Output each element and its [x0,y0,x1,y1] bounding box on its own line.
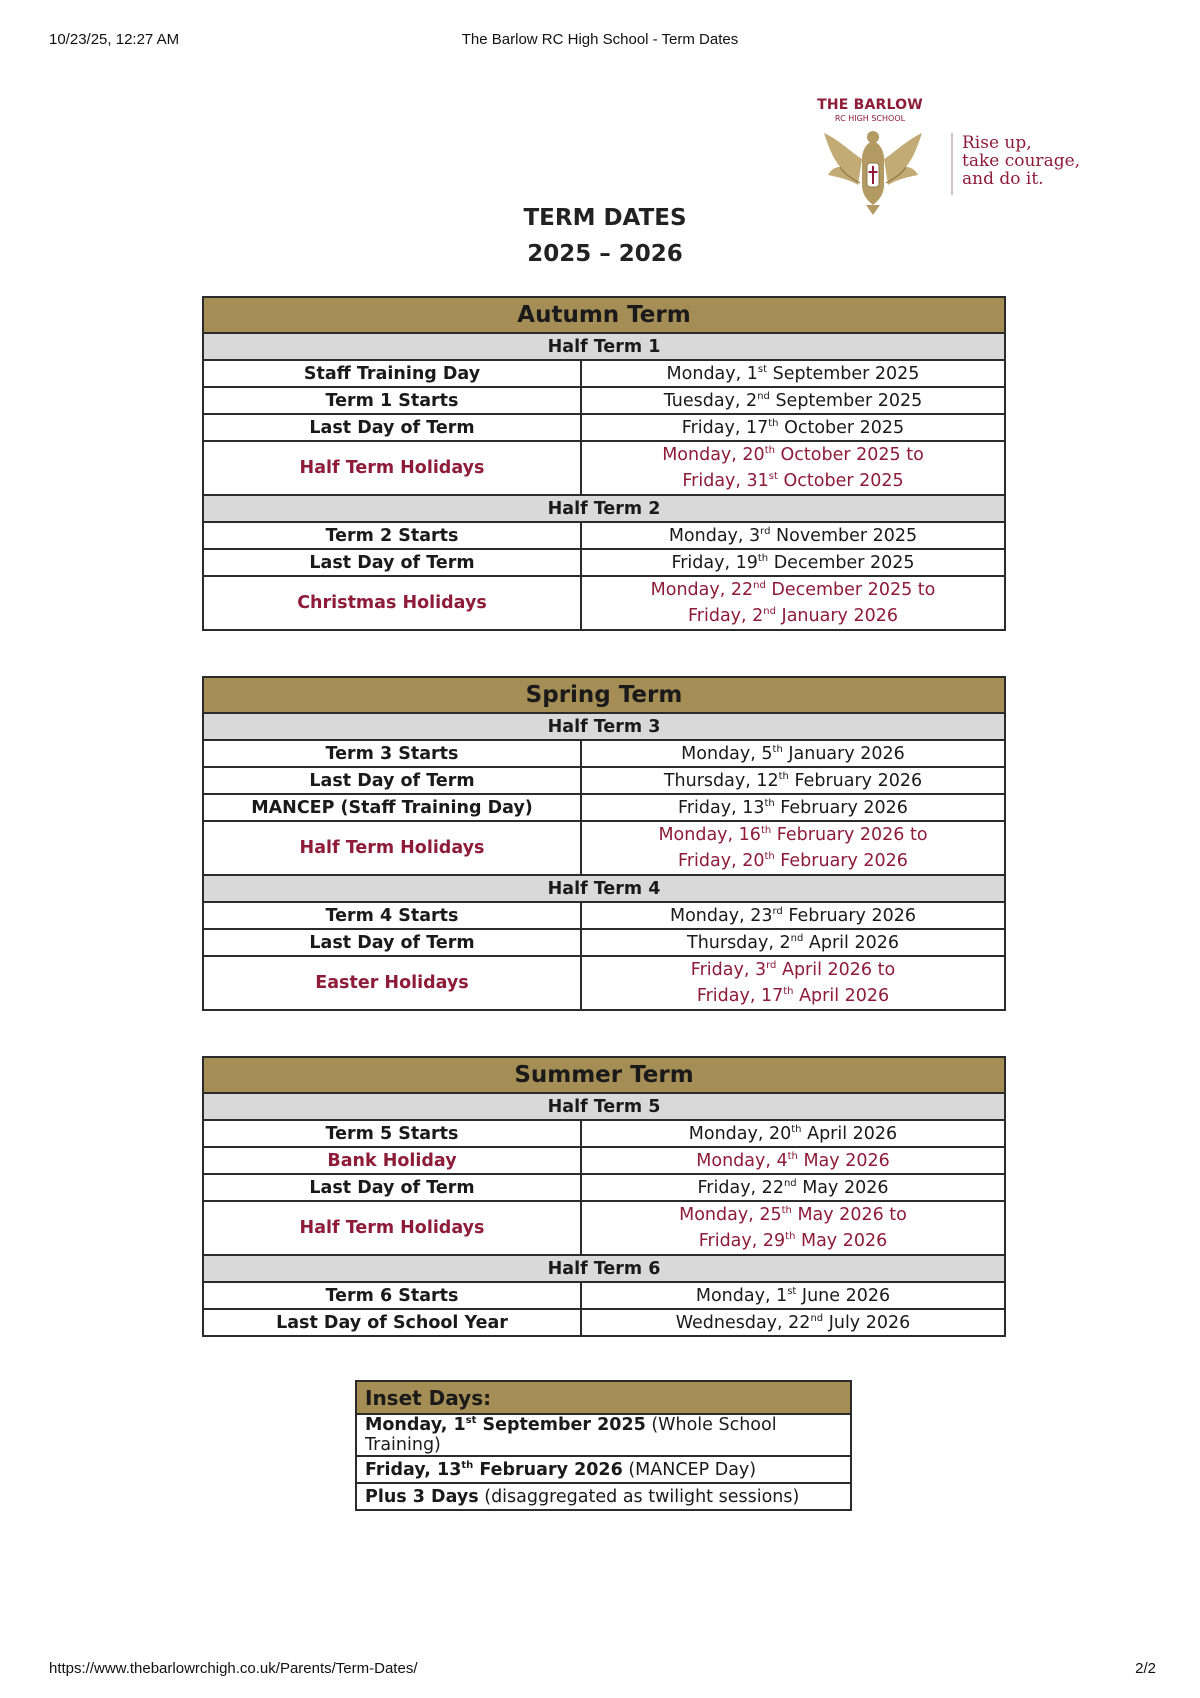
date-text: Tuesday, 2 [663,390,758,411]
date-text: December 2025 to [765,580,936,600]
row-date [581,1120,1005,1147]
date-text: May 2026 [796,1177,889,1198]
table-row [203,929,1005,956]
half-term-heading: Half Term 6 [203,1255,1005,1282]
date-text: Monday, 20 [688,1123,792,1144]
date-ordinal: nd [783,1177,797,1189]
inset-date: Friday, 13 [365,1459,462,1480]
date-text: Friday, 31 [682,471,769,491]
date-text: February 2026 [788,770,923,791]
date-text: Friday, 19 [671,552,758,573]
date-text: Friday, 29 [698,1231,786,1251]
date-text: Monday, 16 [658,825,761,845]
logo-school-name: THE BARLOW [817,97,923,113]
row-label: Christmas Holidays [203,576,581,630]
date-ordinal: nd [763,606,776,618]
date-text: Friday, 3 [690,960,767,980]
row-label: Half Term Holidays [203,441,581,495]
date-text: Friday, 2 [687,606,764,626]
date-ordinal: st [768,471,778,483]
inset-row-text [356,1483,851,1510]
term-table [202,676,1006,1011]
row-label: Last Day of Term [203,414,581,441]
date-text: Friday, 13 [678,797,765,818]
row-date [581,1282,1005,1309]
table-row [203,740,1005,767]
row-label: Last Day of Term [203,1174,581,1201]
row-date [581,929,1005,956]
print-footer [0,1660,1200,1680]
table-row [203,821,1005,875]
inset-date: Monday, 1 [365,1415,466,1435]
motto-line: and do it. [962,169,1044,189]
row-date [581,740,1005,767]
inset-ordinal: st [465,1415,477,1427]
row-label: Term 6 Starts [203,1282,581,1309]
table-row [203,549,1005,576]
date-text: April 2026 [803,932,899,953]
row-date [581,522,1005,549]
print-header [0,31,1200,51]
half-term-heading: Half Term 4 [203,875,1005,902]
row-label: Term 5 Starts [203,1120,581,1147]
table-row [203,794,1005,821]
school-logo [810,97,1090,227]
motto-line: Rise up, [962,133,1032,153]
date-ordinal: th [764,797,775,809]
date-text: April 2026 [801,1123,898,1144]
row-date [581,387,1005,414]
date-text: October 2025 [778,417,905,438]
date-text: Monday, 1 [666,363,758,384]
row-label: Term 1 Starts [203,387,581,414]
date-ordinal: th [781,1205,792,1217]
row-date [581,767,1005,794]
table-row [203,1282,1005,1309]
date-text: May 2026 to [791,1205,907,1225]
date-text: Friday, 17 [696,986,784,1006]
inset-date: September 2025 [476,1415,646,1435]
date-text: Monday, 23 [670,905,773,926]
table-row [203,360,1005,387]
date-text: Friday, 20 [678,851,765,871]
date-ordinal: rd [760,525,771,537]
table-row [203,441,1005,495]
date-ordinal: th [764,851,775,863]
print-page-title: The Barlow RC High School - Term Dates [461,31,739,48]
date-text: February 2026 [774,797,908,818]
row-date [581,794,1005,821]
table-row [203,1147,1005,1174]
date-ordinal: th [760,825,772,837]
date-ordinal: th [768,417,779,429]
date-text: Monday, 22 [650,580,754,600]
row-date [581,1147,1005,1174]
row-label: Term 4 Starts [203,902,581,929]
inset-row-text [356,1414,851,1456]
date-ordinal: th [783,986,794,998]
date-ordinal: nd [753,580,766,592]
inset-note: (Whole School Training) [365,1415,777,1455]
row-label: Half Term Holidays [203,1201,581,1255]
table-row [203,522,1005,549]
table-row [203,387,1005,414]
date-text: September 2025 [767,363,920,384]
date-text: Monday, 5 [681,743,773,764]
date-text: January 2026 [782,743,905,764]
date-ordinal: th [787,1150,798,1162]
row-date [581,956,1005,1010]
row-date [581,1201,1005,1255]
date-text: October 2025 [777,471,904,491]
row-label: Last Day of Term [203,549,581,576]
row-label: Easter Holidays [203,956,581,1010]
motto-line: take courage, [962,151,1081,171]
date-text: Thursday, 2 [687,932,791,953]
date-ordinal: nd [757,390,770,402]
date-text: Monday, 25 [679,1205,782,1225]
document-title: TERM DATES [523,205,687,231]
date-text: Monday, 3 [668,525,761,546]
date-text: Monday, 1 [695,1285,788,1306]
table-row [203,1120,1005,1147]
logo-divider [951,133,953,195]
eagle-crest-icon [818,123,928,228]
date-text: February 2026 [782,905,916,926]
date-text: Friday, 17 [681,417,769,438]
term-heading: Autumn Term [203,297,1005,333]
date-text: September 2025 [769,390,923,411]
half-term-heading: Half Term 5 [203,1093,1005,1120]
date-text: April 2026 [793,986,890,1006]
date-text: Thursday, 12 [663,770,779,791]
date-text: June 2026 [796,1285,891,1306]
date-text: May 2026 [797,1150,890,1171]
date-ordinal: st [787,1285,797,1297]
logo-motto [962,134,1092,188]
inset-ordinal: th [461,1459,474,1471]
date-text: December 2025 [768,552,915,573]
row-date [581,1174,1005,1201]
row-date [581,576,1005,630]
row-date [581,902,1005,929]
date-text: April 2026 to [776,960,896,980]
row-label: Last Day of School Year [203,1309,581,1336]
row-date [581,549,1005,576]
date-text: February 2026 to [771,825,928,845]
inset-row [356,1456,851,1483]
date-ordinal: th [785,1231,796,1243]
row-date [581,360,1005,387]
date-text: November 2025 [770,525,918,546]
date-text: Wednesday, 22 [675,1312,811,1333]
row-label: Term 3 Starts [203,740,581,767]
row-date [581,414,1005,441]
inset-days-table [355,1380,852,1511]
table-row [203,576,1005,630]
row-date [581,1309,1005,1336]
inset-date: February 2026 [473,1459,623,1480]
print-datetime: 10/23/25, 12:27 AM [49,31,180,48]
inset-date: Plus 3 Days [365,1486,479,1507]
row-label: Term 2 Starts [203,522,581,549]
half-term-heading: Half Term 3 [203,713,1005,740]
print-page-number: 2/2 [1135,1660,1156,1677]
logo-school-subtitle: RC HIGH SCHOOL [834,114,906,123]
table-row [203,414,1005,441]
row-label: Half Term Holidays [203,821,581,875]
inset-row [356,1414,851,1456]
date-text: Monday, 4 [696,1150,788,1171]
inset-note: (MANCEP Day) [622,1459,757,1480]
date-ordinal: th [778,770,789,782]
date-ordinal: th [772,743,783,755]
date-text: January 2026 [775,606,898,626]
term-heading: Summer Term [203,1057,1005,1093]
table-row [203,956,1005,1010]
inset-note: (disaggregated as twilight sessions) [478,1486,800,1507]
date-text: February 2026 [774,851,908,871]
table-row [203,767,1005,794]
row-label: Bank Holiday [203,1147,581,1174]
row-date [581,821,1005,875]
date-ordinal: rd [772,905,783,917]
print-url: https://www.thebarlowrchigh.co.uk/Parents/Term-Dates/ [49,1660,418,1677]
row-label: Staff Training Day [203,360,581,387]
date-text: July 2026 [823,1312,911,1333]
inset-row-text [356,1456,851,1483]
row-label: Last Day of Term [203,929,581,956]
date-text: May 2026 [795,1231,888,1251]
date-ordinal: nd [810,1312,824,1324]
document-year: 2025 – 2026 [527,241,683,267]
row-label: MANCEP (Staff Training Day) [203,794,581,821]
half-term-heading: Half Term 2 [203,495,1005,522]
date-ordinal: nd [790,932,804,944]
date-text: Friday, 22 [697,1177,784,1198]
term-table [202,296,1006,631]
date-text: Monday, 20 [662,445,765,465]
term-table [202,1056,1006,1337]
table-row [203,1174,1005,1201]
half-term-heading: Half Term 1 [203,333,1005,360]
date-ordinal: th [757,552,769,564]
row-date [581,441,1005,495]
date-ordinal: st [757,363,768,375]
date-text: October 2025 to [774,445,924,465]
date-ordinal: th [791,1123,802,1135]
table-row [203,902,1005,929]
inset-row [356,1483,851,1510]
row-label: Last Day of Term [203,767,581,794]
table-row [203,1201,1005,1255]
inset-days-heading: Inset Days: [356,1381,851,1414]
table-row [203,1309,1005,1336]
date-ordinal: rd [766,960,777,972]
term-heading: Spring Term [203,677,1005,713]
date-ordinal: th [764,445,775,457]
